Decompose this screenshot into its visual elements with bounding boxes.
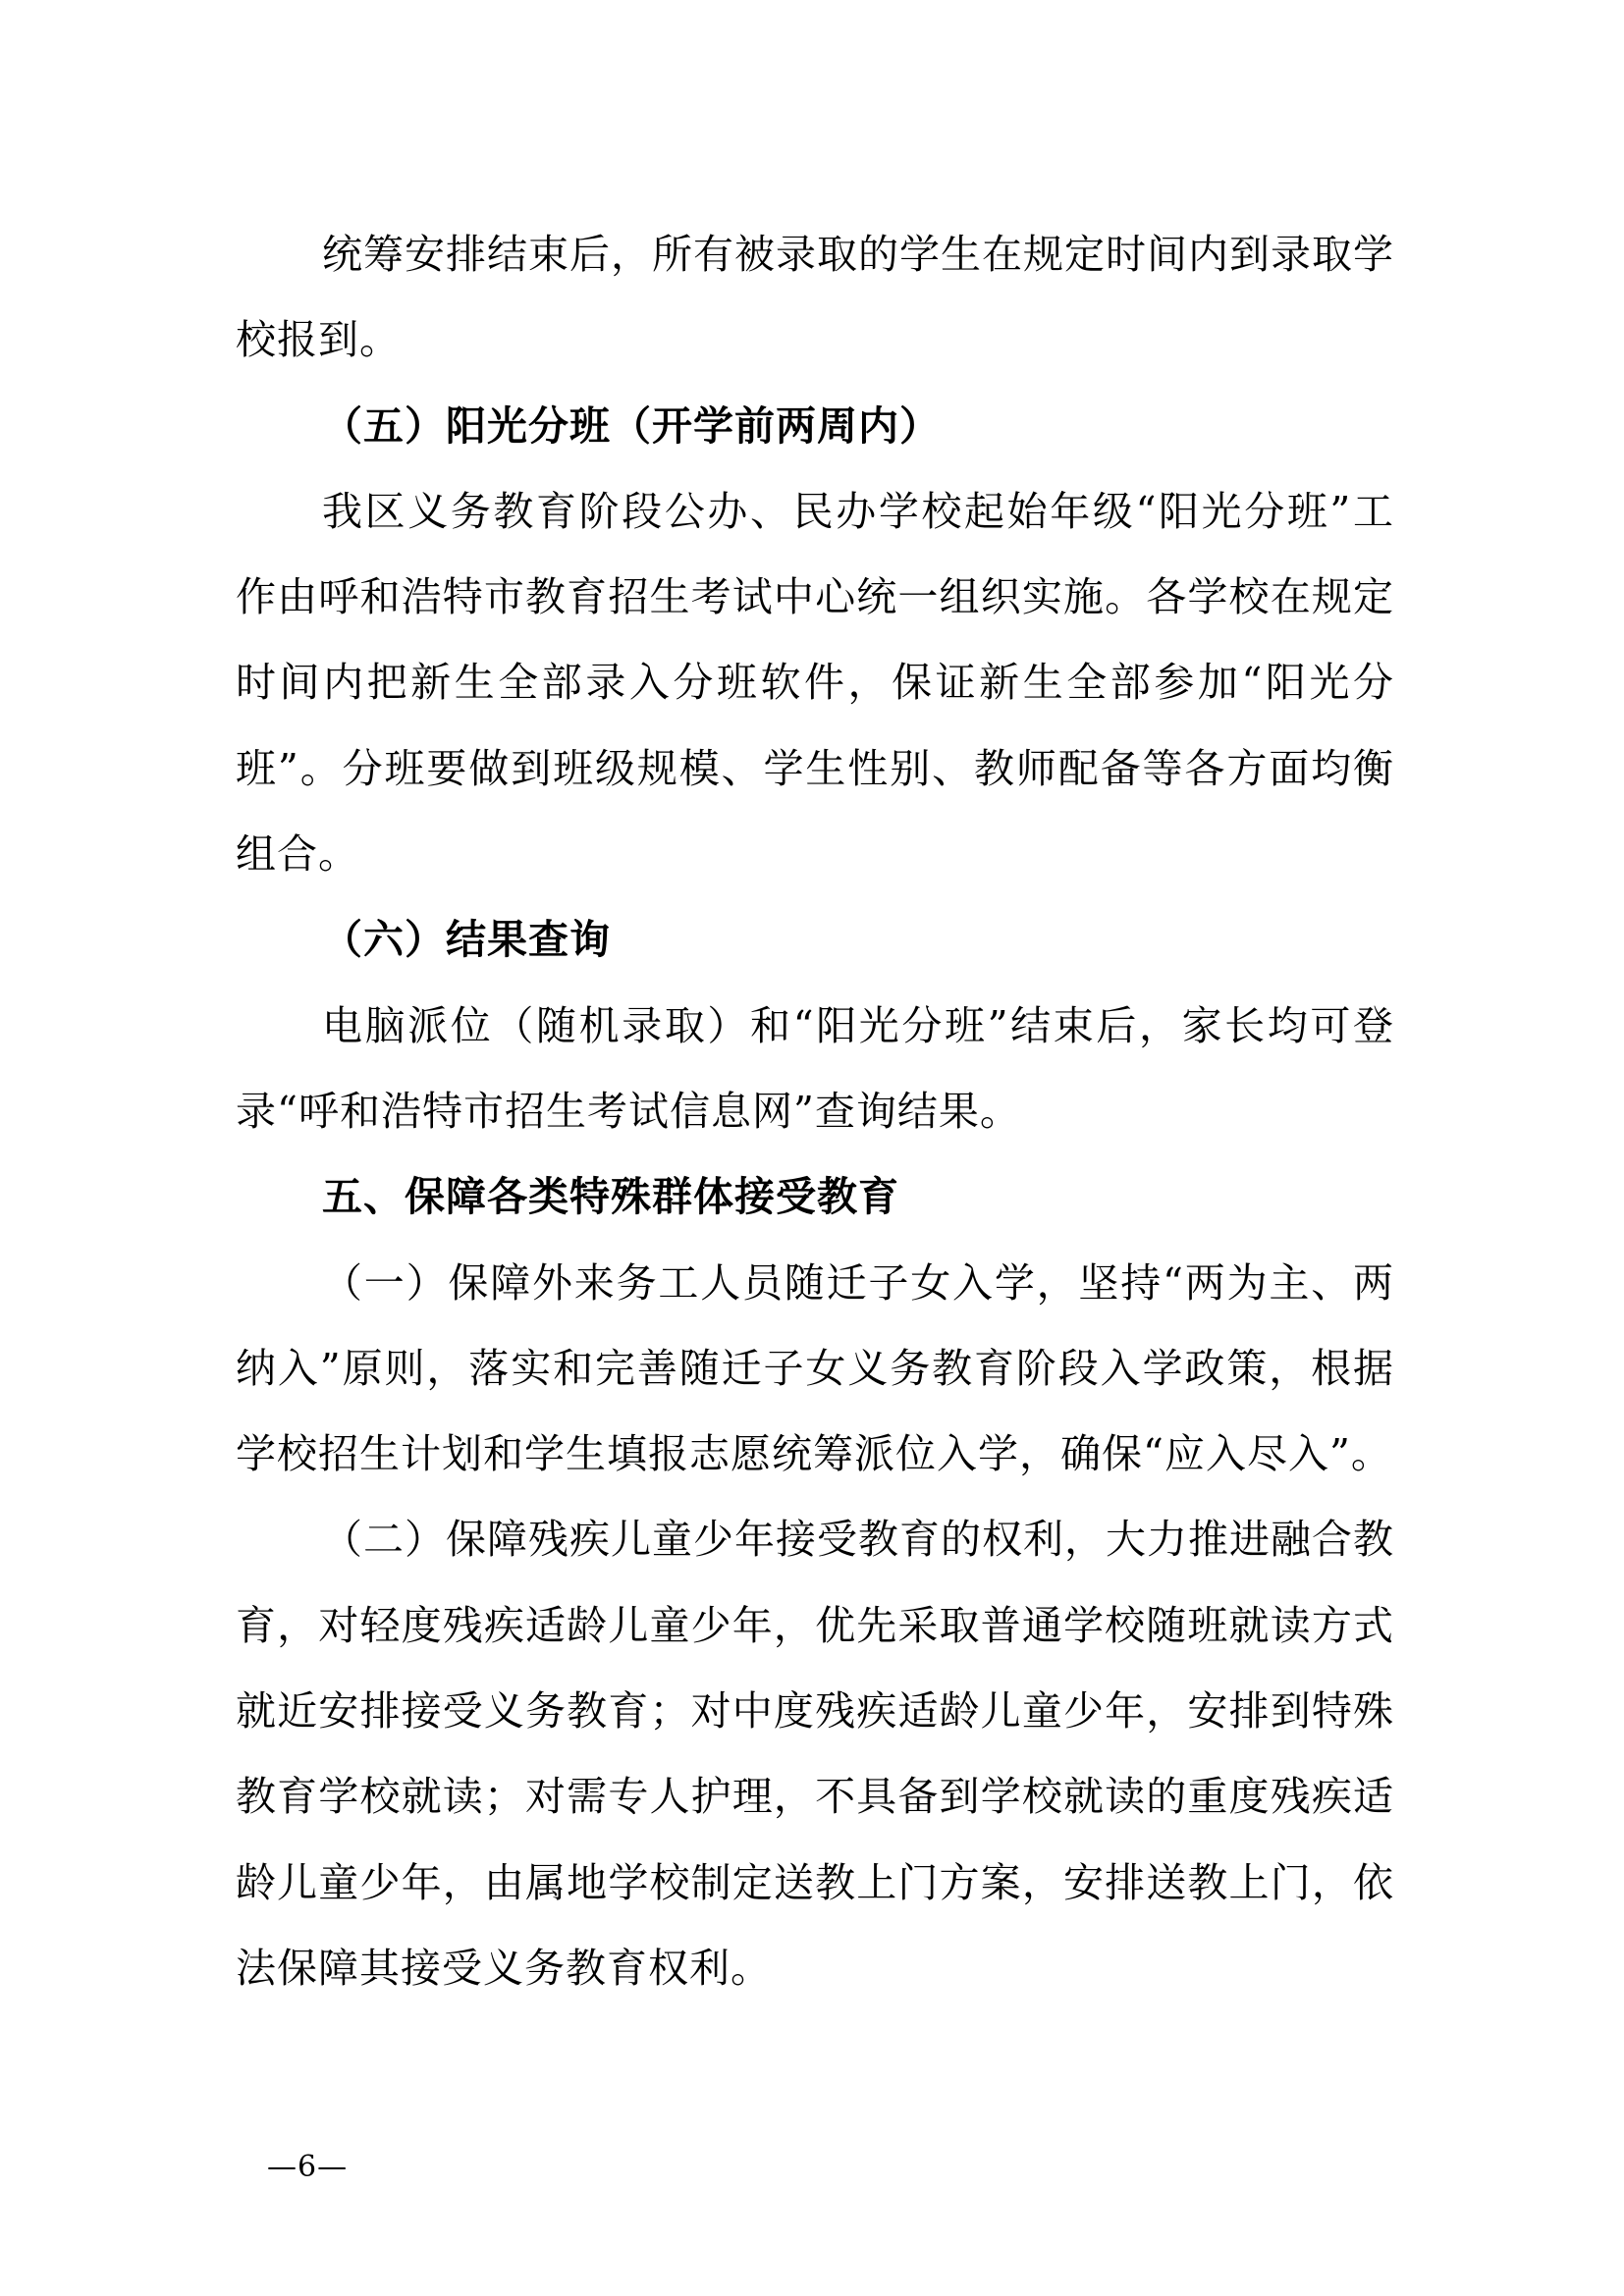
document-body xyxy=(236,212,1394,2011)
paragraph-migrant-children: （一）保障外来务工人员随迁子女入学，坚持“两为主、两纳入”原则，落实和完善随迁子女义务教育阶段入学政策，根据学校招生计划和学生填报志愿统筹派位入学，确保“应入尽入”。 xyxy=(236,1258,1394,1478)
heading-sunshine-class-assignment: （五）阳光分班（开学前两周内） xyxy=(322,401,941,450)
paragraph-result-query: 电脑派位（随机录取）和“阳光分班”结束后，家长均可登录“呼和浩特市招生考试信息网”查询结果。 xyxy=(236,1001,1394,1135)
heading-result-query: （六）结果查询 xyxy=(322,916,611,964)
section-heading-special-groups: 五、保障各类特殊群体接受教育 xyxy=(322,1173,899,1221)
paragraph-sunshine-class-assignment: 我区义务教育阶段公办、民办学校起始年级“阳光分班”工作由呼和浩特市教育招生考试中心统一组织实施。各学校在规定时间内把新生全部录入分班软件，保证新生全部参加“阳光分班”。分班要做到班级规模、学生性别、教师配备等各方面均衡组合。 xyxy=(236,487,1394,879)
paragraph-enrollment-report: 统筹安排结束后，所有被录取的学生在规定时间内到录取学校报到。 xyxy=(236,231,1394,364)
paragraph-disabled-children: （二）保障残疾儿童少年接受教育的权利，大力推进融合教育，对轻度残疾适龄儿童少年，优先采取普通学校随班就读方式就近安排接受义务教育；对中度残疾适龄儿童少年，安排到特殊教育学校就读；对需专人护理，不具备到学校就读的重度残疾适龄儿童少年，由属地学校制定送教上门方案，安排送教上门，依法保障其接受义务教育权利。 xyxy=(236,1516,1394,1992)
page-number: —6— xyxy=(267,2150,349,2184)
